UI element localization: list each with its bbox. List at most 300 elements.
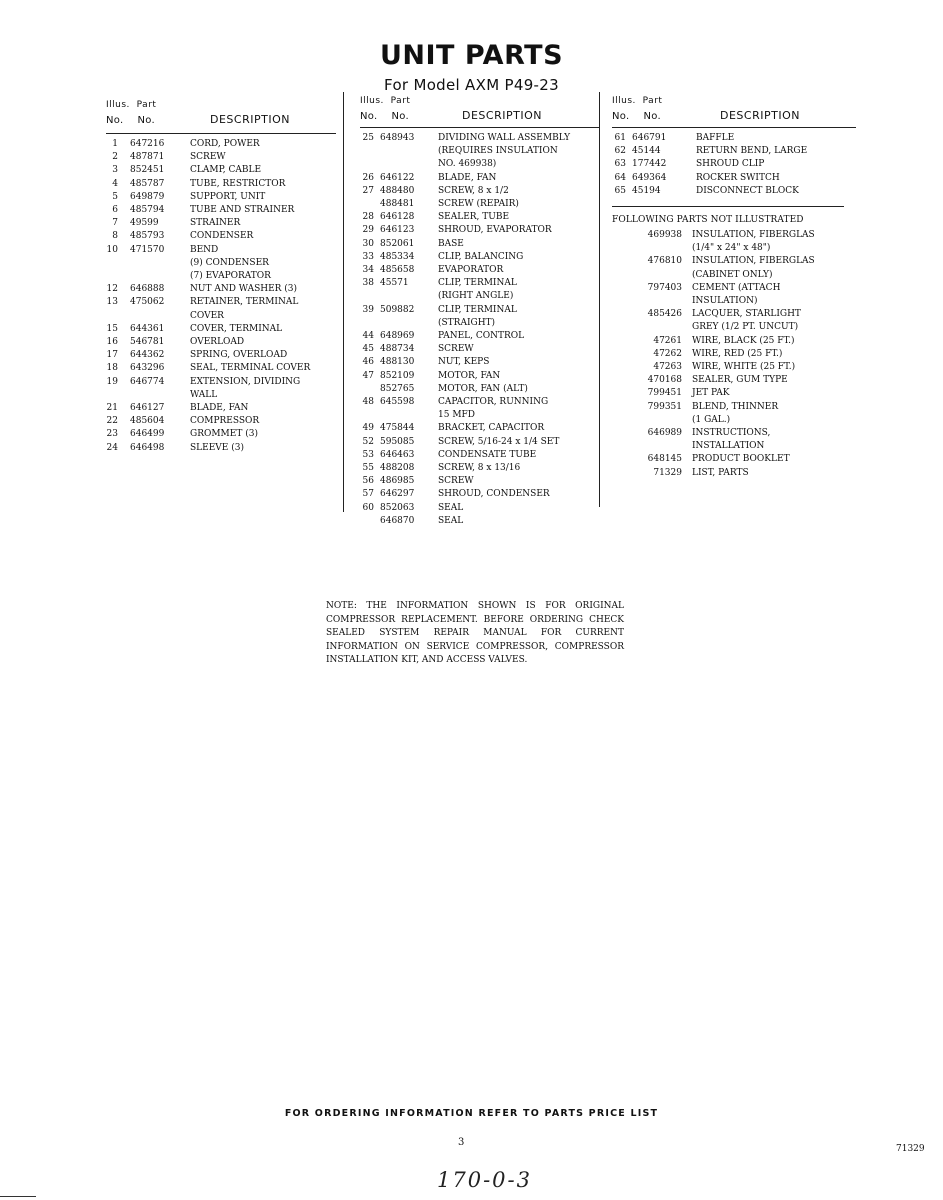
parts-column-3 xyxy=(612,96,856,480)
part-description: COMPRESSOR xyxy=(190,416,260,427)
parts-row xyxy=(106,310,310,323)
part-number: 485794 xyxy=(130,205,165,216)
header-illus-part: Illus. Part xyxy=(360,96,411,106)
parts-row xyxy=(360,317,592,330)
header-no: No. No. xyxy=(612,111,661,122)
part-number: 644362 xyxy=(130,350,165,361)
part-number: 471570 xyxy=(130,244,165,255)
parts-row xyxy=(106,178,310,191)
part-number: 799351 xyxy=(647,401,682,412)
parts-row xyxy=(106,402,310,415)
parts-row xyxy=(612,158,856,171)
part-description: TUBE, RESTRICTOR xyxy=(190,178,286,189)
illus-number: 23 xyxy=(106,429,118,440)
parts-row xyxy=(360,264,592,277)
parts-row xyxy=(106,270,310,283)
parts-row xyxy=(612,348,856,361)
illus-number: 1 xyxy=(112,139,118,149)
part-description: SHROUD CLIP xyxy=(696,159,765,170)
parts-row xyxy=(360,515,592,528)
illus-number xyxy=(360,409,374,422)
parts-row xyxy=(612,145,856,158)
column-divider-2 xyxy=(599,92,600,507)
parts-row xyxy=(106,415,310,428)
part-number: 646127 xyxy=(130,403,165,414)
part-number: 646122 xyxy=(380,172,415,183)
illus-number: 26 xyxy=(362,172,374,183)
illus-number: 15 xyxy=(106,323,118,334)
illus-number: 13 xyxy=(106,297,118,308)
part-number: 485334 xyxy=(380,251,415,262)
part-number: 488208 xyxy=(380,463,415,474)
part-number: 644361 xyxy=(130,323,165,334)
part-number xyxy=(374,158,438,171)
illus-number xyxy=(360,383,374,396)
parts-row xyxy=(360,211,592,224)
parts-row xyxy=(612,229,856,242)
illus-number: 29 xyxy=(362,225,374,236)
part-number: 509882 xyxy=(380,304,415,315)
illus-number xyxy=(106,270,118,283)
header-illus-part: Illus. Part xyxy=(612,96,663,106)
part-number xyxy=(118,270,190,283)
compressor-note: NOTE: THE INFORMATION SHOWN IS FOR ORIGINAL COMPRESSOR REPLACEMENT. BEFORE ORDERING CHECK SEALED SYSTEM REPAIR MANUAL FOR CURRENT INFORMATION ON SERVICE COMPRESSOR, COMPRESSOR INSTALLATION KIT, AND ACCESS VALVES. xyxy=(326,601,624,665)
page-subtitle: For Model AXM P49-23 xyxy=(384,76,559,94)
part-description: CEMENT (ATTACH xyxy=(692,282,781,293)
part-description: NUT AND WASHER (3) xyxy=(190,284,298,295)
illus-number: 52 xyxy=(362,436,374,447)
part-description: JET PAK xyxy=(692,388,730,399)
illus-number: 63 xyxy=(614,159,626,170)
part-number: 646989 xyxy=(647,428,682,439)
ordering-footer: FOR ORDERING INFORMATION REFER TO PARTS PRICE LIST xyxy=(284,1108,659,1119)
illus-number: 10 xyxy=(106,244,118,255)
part-number xyxy=(612,440,692,453)
part-description: ROCKER SWITCH xyxy=(696,172,780,183)
header-rule xyxy=(106,133,336,134)
parts-row xyxy=(360,370,592,383)
part-description: SEAL xyxy=(438,515,464,526)
header-description: DESCRIPTION xyxy=(210,113,290,126)
illus-number: 49 xyxy=(362,423,374,434)
part-number: 646128 xyxy=(380,212,415,223)
illus-number: 48 xyxy=(362,397,374,408)
illus-number xyxy=(360,158,374,171)
part-number xyxy=(374,317,438,330)
part-description: GREY (1/2 PT. UNCUT) xyxy=(692,322,799,333)
corner-mark xyxy=(0,1196,36,1197)
page-title: UNIT PARTS xyxy=(379,40,564,71)
part-number: 646498 xyxy=(130,442,165,453)
part-description: CLIP, TERMINAL xyxy=(438,304,517,315)
illus-number xyxy=(106,257,118,270)
part-description: SCREW (REPAIR) xyxy=(438,199,519,210)
illus-number: 65 xyxy=(614,185,626,196)
parts-row xyxy=(360,383,592,396)
part-description: MOTOR, FAN xyxy=(438,370,501,381)
illus-number: 19 xyxy=(106,376,118,387)
part-description: SCREW xyxy=(190,152,226,163)
illus-number xyxy=(360,145,374,158)
part-number xyxy=(612,295,692,308)
illus-number: 34 xyxy=(362,265,374,276)
part-description: RETURN BEND, LARGE xyxy=(696,146,808,157)
parts-column-1 xyxy=(106,100,310,455)
part-description: INSULATION, FIBERGLAS xyxy=(692,256,815,267)
parts-list xyxy=(360,132,592,528)
part-number: 486985 xyxy=(380,476,415,487)
illus-number: 16 xyxy=(106,337,118,348)
part-number: 71329 xyxy=(653,467,682,478)
part-number: 485793 xyxy=(130,231,165,242)
part-description: COVER, TERMINAL xyxy=(190,323,283,334)
parts-row xyxy=(360,198,592,211)
parts-row xyxy=(360,475,592,488)
parts-row xyxy=(106,283,310,296)
part-description: (REQUIRES INSULATION xyxy=(438,146,558,157)
parts-row xyxy=(360,251,592,264)
part-number: 485658 xyxy=(380,265,415,276)
part-description: EXTENSION, DIVIDING xyxy=(190,376,301,387)
part-description: BRACKET, CAPACITOR xyxy=(438,423,545,434)
part-description: INSULATION, FIBERGLAS xyxy=(692,230,815,241)
parts-row xyxy=(106,191,310,204)
part-description: LIST, PARTS xyxy=(692,467,749,478)
part-number: 852061 xyxy=(380,238,415,249)
parts-row xyxy=(612,427,856,440)
parts-row xyxy=(360,238,592,251)
part-number: 45194 xyxy=(632,185,661,196)
part-number: 488480 xyxy=(380,185,415,196)
parts-row xyxy=(360,290,592,303)
part-description: CAPACITOR, RUNNING xyxy=(438,397,549,408)
part-number: 475844 xyxy=(380,423,415,434)
part-number: 646888 xyxy=(130,284,165,295)
part-number: 852765 xyxy=(380,383,415,394)
part-number: 649879 xyxy=(130,191,165,202)
document-number: 71329 xyxy=(896,1144,925,1154)
part-number: 643296 xyxy=(130,363,165,374)
part-description: STRAINER xyxy=(190,218,241,229)
part-description: NUT, KEPS xyxy=(438,357,490,368)
illus-number: 28 xyxy=(362,212,374,223)
part-description: CORD, POWER xyxy=(190,139,260,149)
part-description: LACQUER, STARLIGHT xyxy=(692,309,801,320)
parts-list xyxy=(612,132,856,198)
header-description: DESCRIPTION xyxy=(462,109,542,122)
part-description: CLIP, TERMINAL xyxy=(438,278,517,289)
parts-row xyxy=(360,172,592,185)
parts-row xyxy=(612,374,856,387)
illus-number: 8 xyxy=(112,231,118,242)
parts-row xyxy=(360,502,592,515)
parts-row xyxy=(106,204,310,217)
part-number xyxy=(612,242,692,255)
part-description: COVER xyxy=(190,310,224,321)
parts-row xyxy=(612,242,856,255)
part-number xyxy=(612,321,692,334)
parts-row xyxy=(360,330,592,343)
part-number: 475062 xyxy=(130,297,165,308)
illus-number: 46 xyxy=(362,357,374,368)
part-number: 646774 xyxy=(130,376,165,387)
part-description: SLEEVE (3) xyxy=(190,442,244,453)
parts-row xyxy=(612,440,856,453)
parts-row xyxy=(106,217,310,230)
part-description: NO. 469938) xyxy=(438,159,497,170)
part-description: BLADE, FAN xyxy=(190,403,249,414)
part-number: 47263 xyxy=(653,362,682,373)
part-description: (RIGHT ANGLE) xyxy=(438,291,514,302)
illus-number: 12 xyxy=(106,284,118,295)
parts-row xyxy=(612,453,856,466)
part-description: INSTALLATION xyxy=(692,441,765,452)
part-number: 649364 xyxy=(632,172,667,183)
part-description: (7) EVAPORATOR xyxy=(190,271,271,282)
parts-row xyxy=(360,356,592,369)
parts-row xyxy=(612,132,856,145)
part-description: SEALER, GUM TYPE xyxy=(692,375,788,386)
header-illus-part: Illus. Part xyxy=(106,100,157,110)
following-parts-list xyxy=(612,229,856,480)
part-number: 647216 xyxy=(130,139,165,149)
illus-number xyxy=(360,317,374,330)
part-number: 45571 xyxy=(380,278,409,289)
part-description: SPRING, OVERLOAD xyxy=(190,350,288,361)
part-number: 797403 xyxy=(647,282,682,293)
part-description: BEND xyxy=(190,244,219,255)
illus-number: 24 xyxy=(106,442,118,453)
part-number xyxy=(118,310,190,323)
parts-row xyxy=(106,244,310,257)
part-description: 15 MFD xyxy=(438,410,475,421)
parts-row xyxy=(360,449,592,462)
part-number: 47261 xyxy=(653,335,682,346)
illus-number: 56 xyxy=(362,476,374,487)
part-description: DISCONNECT BLOCK xyxy=(696,185,799,196)
parts-row xyxy=(106,349,310,362)
part-description: SCREW, 8 x 1/2 xyxy=(438,185,509,196)
part-number: 852109 xyxy=(380,370,415,381)
parts-row xyxy=(106,428,310,441)
illus-number: 55 xyxy=(362,463,374,474)
parts-row xyxy=(106,296,310,309)
part-number: 488481 xyxy=(380,199,415,210)
part-number: 476810 xyxy=(647,256,682,267)
parts-row xyxy=(360,224,592,237)
part-description: (CABINET ONLY) xyxy=(692,269,773,280)
illus-number: 64 xyxy=(614,172,626,183)
parts-row xyxy=(106,257,310,270)
part-description: BLEND, THINNER xyxy=(692,401,779,412)
parts-row xyxy=(612,269,856,282)
parts-row xyxy=(612,308,856,321)
part-description: SHROUD, EVAPORATOR xyxy=(438,225,552,236)
part-description: WALL xyxy=(190,389,218,400)
part-description: SCREW, 8 x 13/16 xyxy=(438,463,521,474)
parts-row xyxy=(612,255,856,268)
illus-number: 2 xyxy=(112,152,118,163)
parts-row xyxy=(360,409,592,422)
illus-number xyxy=(360,290,374,303)
part-number: 799451 xyxy=(647,388,682,399)
parts-row xyxy=(360,422,592,435)
part-description: CLAMP, CABLE xyxy=(190,165,262,176)
illus-number: 60 xyxy=(362,502,374,513)
illus-number: 45 xyxy=(362,344,374,355)
parts-list xyxy=(106,138,310,455)
parts-row xyxy=(106,442,310,455)
part-description: (STRAIGHT) xyxy=(438,317,496,328)
part-description: EVAPORATOR xyxy=(438,265,504,276)
illus-number xyxy=(106,389,118,402)
illus-number: 53 xyxy=(362,449,374,460)
header-no: No. No. xyxy=(106,115,155,126)
parts-row xyxy=(360,132,592,145)
parts-row xyxy=(106,151,310,164)
illus-number xyxy=(106,310,118,323)
part-description: (1 GAL.) xyxy=(692,414,731,425)
parts-row xyxy=(106,336,310,349)
column-header xyxy=(360,96,592,128)
part-number xyxy=(374,409,438,422)
parts-row xyxy=(612,295,856,308)
parts-row xyxy=(612,172,856,185)
part-description: WIRE, WHITE (25 FT.) xyxy=(692,362,796,373)
parts-row xyxy=(106,376,310,389)
part-number: 487871 xyxy=(130,152,165,163)
parts-row xyxy=(360,145,592,158)
part-number: 45144 xyxy=(632,146,661,157)
section-rule xyxy=(612,206,844,207)
part-description: BASE xyxy=(438,238,464,249)
part-description: SHROUD, CONDENSER xyxy=(438,489,550,500)
parts-row xyxy=(106,389,310,402)
parts-row xyxy=(612,321,856,334)
illus-number: 61 xyxy=(614,133,626,143)
parts-row xyxy=(612,387,856,400)
header-no: No. No. xyxy=(360,111,409,122)
part-description: DIVIDING WALL ASSEMBLY xyxy=(438,133,571,143)
part-description: SEAL, TERMINAL COVER xyxy=(190,363,311,374)
part-number: 469938 xyxy=(647,230,682,241)
part-number xyxy=(612,414,692,427)
parts-row xyxy=(612,185,856,198)
illus-number: 27 xyxy=(362,185,374,196)
part-description: OVERLOAD xyxy=(190,337,245,348)
column-header xyxy=(106,100,310,134)
illus-number: 62 xyxy=(614,146,626,157)
part-number: 485787 xyxy=(130,178,165,189)
part-description: (9) CONDENSER xyxy=(190,257,269,268)
part-description: GROMMET (3) xyxy=(190,429,258,440)
following-parts-heading: FOLLOWING PARTS NOT ILLUSTRATED xyxy=(612,215,804,226)
part-number: 485426 xyxy=(647,309,682,320)
part-number: 646499 xyxy=(130,429,165,440)
part-number: 646870 xyxy=(380,515,415,526)
part-number: 595085 xyxy=(380,436,415,447)
page-number: 3 xyxy=(458,1137,465,1148)
header-description: DESCRIPTION xyxy=(720,109,800,122)
part-description: (1/4" x 24" x 48") xyxy=(692,243,771,254)
part-number: 177442 xyxy=(632,159,667,170)
part-description: TUBE AND STRAINER xyxy=(190,205,295,216)
illus-number: 5 xyxy=(112,191,118,202)
part-description: WIRE, RED (25 FT.) xyxy=(692,348,783,359)
parts-row xyxy=(360,185,592,198)
part-number: 648943 xyxy=(380,133,415,143)
part-description: CONDENSER xyxy=(190,231,254,242)
parts-row xyxy=(106,362,310,375)
header-rule xyxy=(360,127,600,128)
illus-number: 18 xyxy=(106,363,118,374)
column-header xyxy=(612,96,856,128)
part-number: 648145 xyxy=(647,454,682,465)
illus-number: 44 xyxy=(362,331,374,342)
illus-number: 3 xyxy=(112,165,118,176)
parts-row xyxy=(360,488,592,501)
part-description: WIRE, BLACK (25 FT.) xyxy=(692,335,795,346)
parts-row xyxy=(360,343,592,356)
parts-row xyxy=(612,467,856,480)
part-number: 470168 xyxy=(647,375,682,386)
parts-row xyxy=(360,277,592,290)
part-description: INSULATION) xyxy=(692,296,758,307)
part-number: 646463 xyxy=(380,449,415,460)
illus-number: 38 xyxy=(362,278,374,289)
part-description: PANEL, CONTROL xyxy=(438,331,525,342)
part-description: SCREW xyxy=(438,476,474,487)
illus-number: 39 xyxy=(362,304,374,315)
illus-number: 6 xyxy=(112,205,118,216)
illus-number: 7 xyxy=(112,218,118,229)
illus-number xyxy=(360,515,374,528)
parts-column-2 xyxy=(360,96,592,528)
parts-row xyxy=(106,323,310,336)
part-number xyxy=(374,145,438,158)
parts-row xyxy=(360,158,592,171)
part-number: 648969 xyxy=(380,331,415,342)
parts-row xyxy=(106,164,310,177)
illus-number: 22 xyxy=(106,416,118,427)
parts-row xyxy=(360,462,592,475)
part-description: CONDENSATE TUBE xyxy=(438,449,537,460)
header-rule xyxy=(612,127,856,128)
column-divider-1 xyxy=(343,92,344,512)
part-number: 646791 xyxy=(632,133,667,143)
part-number xyxy=(118,257,190,270)
part-description: SUPPORT, UNIT xyxy=(190,191,266,202)
part-description: SEAL xyxy=(438,502,464,513)
part-number: 49599 xyxy=(130,218,159,229)
illus-number: 30 xyxy=(362,238,374,249)
parts-row xyxy=(360,304,592,317)
part-description: BLADE, FAN xyxy=(438,172,497,183)
part-description: PRODUCT BOOKLET xyxy=(692,454,790,465)
part-number xyxy=(374,290,438,303)
part-number: 485604 xyxy=(130,416,165,427)
part-number: 646123 xyxy=(380,225,415,236)
illus-number: 25 xyxy=(362,133,374,143)
part-description: SEALER, TUBE xyxy=(438,212,510,223)
part-description: INSTRUCTIONS, xyxy=(692,428,771,439)
part-number: 47262 xyxy=(653,348,682,359)
part-number: 645598 xyxy=(380,397,415,408)
part-number xyxy=(118,389,190,402)
parts-row xyxy=(106,230,310,243)
parts-row xyxy=(612,414,856,427)
part-description: SCREW, 5/16-24 x 1/4 SET xyxy=(438,436,560,447)
